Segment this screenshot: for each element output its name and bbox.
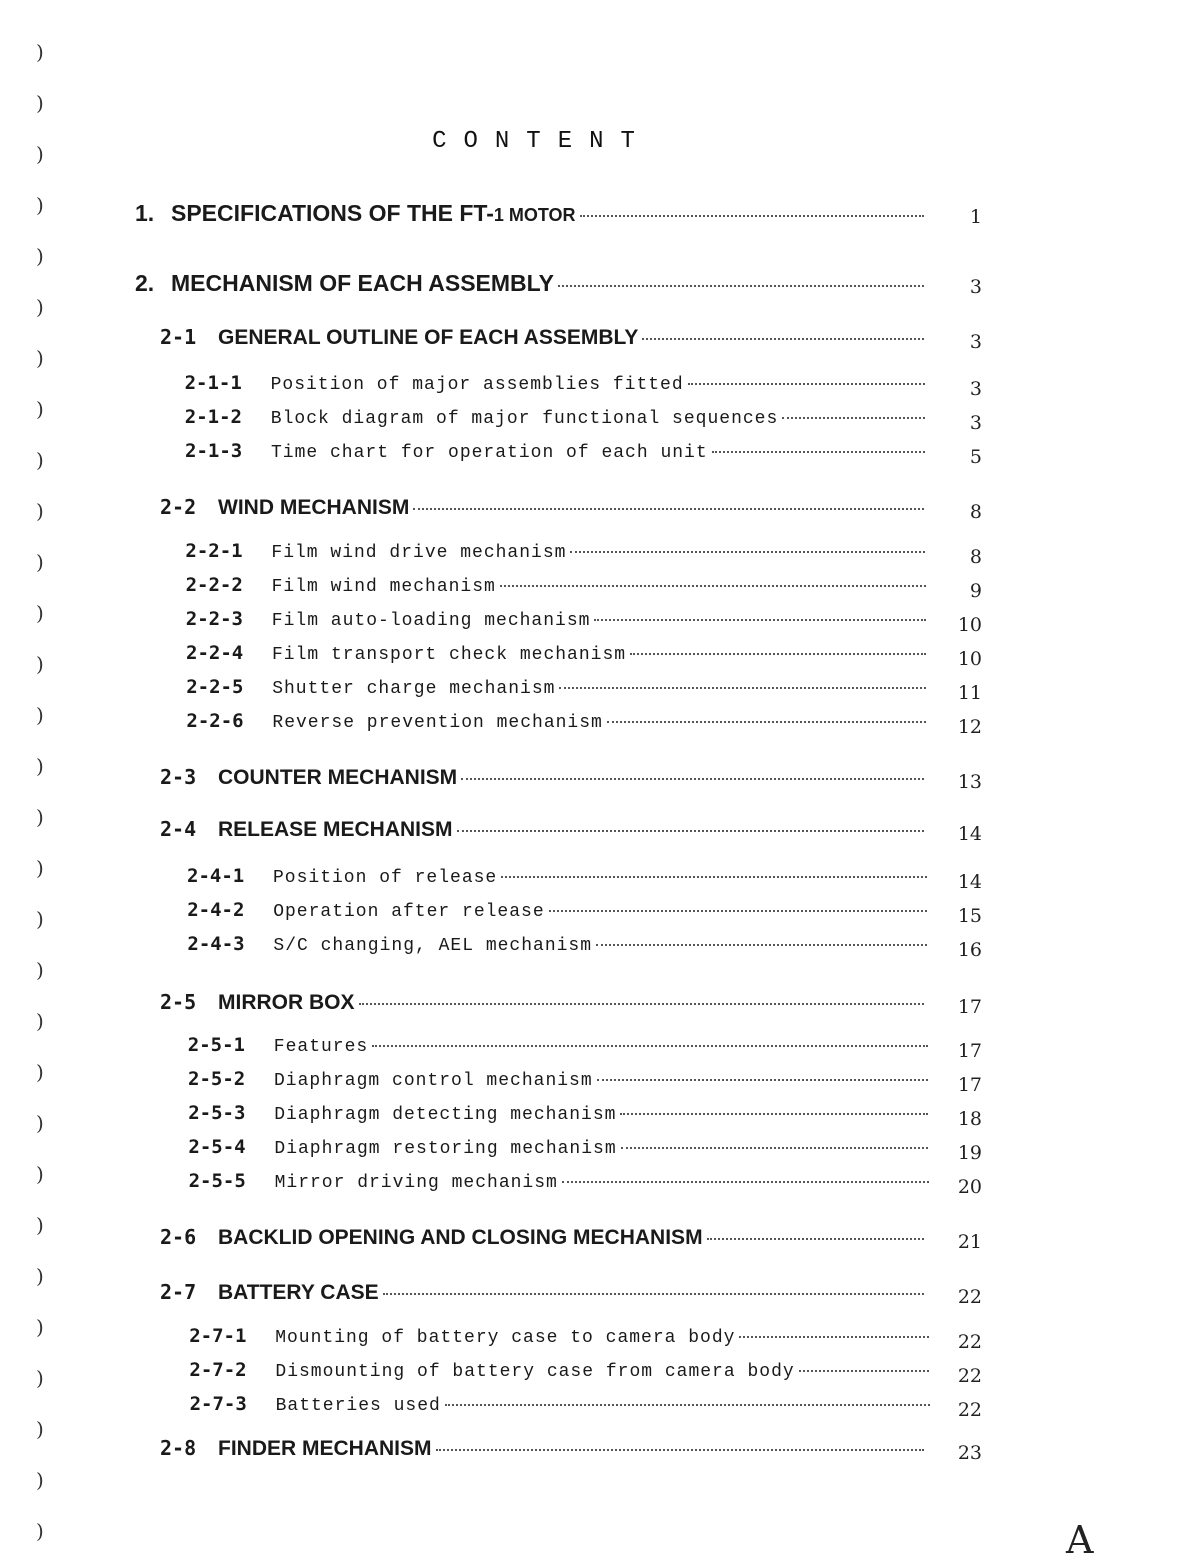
toc-entry-2-7-3: [190, 1393, 936, 1416]
toc-label: WIND MECHANISM: [218, 496, 410, 519]
toc-entry-2-5: [160, 990, 930, 1015]
dot-leader: [580, 215, 924, 217]
toc-label: MECHANISM OF EACH ASSEMBLY: [171, 270, 554, 296]
toc-entry-2-6: [160, 1225, 930, 1250]
binding-mark: ): [36, 703, 44, 727]
dot-leader: [570, 551, 925, 553]
toc-number: 2-4-3: [187, 933, 245, 955]
dot-leader: [688, 383, 925, 385]
toc-label: Time chart for operation of each unit: [271, 443, 708, 463]
toc-label: Diaphragm control mechanism: [274, 1071, 593, 1091]
dot-leader: [630, 653, 926, 655]
dot-leader: [372, 1045, 928, 1047]
toc-entry-2-2-1: [185, 540, 931, 563]
toc-entry-2-5-3: [188, 1102, 934, 1125]
toc-entry-2-1-2: [185, 406, 931, 429]
toc-entry-2-7: [160, 1280, 930, 1305]
toc-entry-2-8: [160, 1436, 930, 1461]
toc-label: Film transport check mechanism: [272, 645, 627, 665]
toc-number: 2-4-2: [187, 899, 245, 921]
toc-entry-2-7-2: [189, 1359, 935, 1382]
toc-page-number: 23: [957, 1442, 982, 1464]
toc-page-number: 11: [957, 682, 982, 704]
binding-mark: ): [36, 601, 44, 625]
toc-page-number: 8: [969, 501, 982, 523]
toc-number: 2-3: [160, 765, 197, 789]
binding-mark: ): [36, 91, 44, 115]
dot-leader: [558, 285, 924, 287]
toc-entry-2-1-3: [185, 440, 931, 463]
dot-leader: [712, 451, 925, 453]
dot-leader: [707, 1238, 924, 1240]
toc-label: Block diagram of major functional sequences: [270, 409, 779, 429]
toc-label: Reverse prevention mechanism: [272, 713, 603, 733]
binding-mark: ): [36, 448, 44, 472]
toc-label: GENERAL OUTLINE OF EACH ASSEMBLY: [218, 326, 639, 349]
toc-page-number: 3: [969, 331, 982, 353]
toc-number: 2-5-2: [188, 1068, 246, 1090]
page-title: CONTENT: [432, 128, 652, 155]
toc-label: Position of major assemblies fitted: [270, 375, 684, 395]
toc-page-number: 17: [957, 1040, 982, 1062]
toc-label: Dismounting of battery case from camera body: [275, 1362, 795, 1382]
binding-mark: ): [36, 1417, 44, 1441]
binding-mark: ): [36, 40, 44, 64]
toc-number: 2-4: [160, 817, 197, 841]
toc-page-number: 17: [957, 1074, 982, 1096]
binding-mark: ): [36, 1111, 44, 1135]
toc-label: Diaphragm restoring mechanism: [274, 1139, 617, 1159]
toc-entry-2-4-2: [187, 899, 933, 922]
binding-holes: [36, 40, 56, 1543]
binding-mark: ): [36, 856, 44, 880]
binding-mark: ): [36, 907, 44, 931]
toc-number: 2-2-5: [186, 676, 244, 698]
binding-mark: ): [36, 754, 44, 778]
binding-mark: ): [36, 1009, 44, 1033]
toc-entry-1: [135, 200, 930, 227]
toc-label: Mounting of battery case to camera body: [275, 1328, 736, 1348]
toc-number: 2-5: [160, 990, 197, 1014]
toc-entry-2-4-1: [187, 865, 933, 888]
binding-mark: ): [36, 652, 44, 676]
toc-page-number: 9: [969, 580, 982, 602]
binding-mark: ): [36, 1213, 44, 1237]
dot-leader: [596, 944, 927, 946]
toc-label: BATTERY CASE: [218, 1281, 379, 1304]
toc-page-number: 1: [969, 206, 982, 228]
toc-page-number: 10: [957, 614, 982, 636]
toc-page-number: 19: [957, 1142, 982, 1164]
dot-leader: [413, 508, 924, 510]
toc-number: 2-5-3: [188, 1102, 246, 1124]
toc-entry-2-5-4: [188, 1136, 934, 1159]
toc-page-number: 10: [957, 648, 982, 670]
toc-number: 2.: [135, 270, 155, 296]
binding-mark: ): [36, 499, 44, 523]
toc-number: 2-5-5: [188, 1170, 246, 1192]
toc-number: 2-5-1: [187, 1034, 245, 1056]
binding-mark: ): [36, 805, 44, 829]
toc-page-number: 20: [957, 1176, 982, 1198]
toc-label: RELEASE MECHANISM: [218, 818, 453, 841]
toc-entry-2-2-5: [186, 676, 932, 699]
dot-leader: [799, 1370, 930, 1372]
binding-mark: ): [36, 397, 44, 421]
toc-entry-2-2-4: [186, 642, 932, 665]
toc-label: Batteries used: [275, 1396, 441, 1416]
binding-mark: ): [36, 1264, 44, 1288]
toc-label: Position of release: [273, 868, 498, 888]
toc-label: Diaphragm detecting mechanism: [274, 1105, 617, 1125]
toc-number: 2-2-1: [185, 540, 243, 562]
toc-entry-2-4: [160, 817, 930, 842]
toc-number: 2-7-2: [189, 1359, 247, 1381]
dot-leader: [607, 721, 927, 723]
toc-number: 2-5-4: [188, 1136, 246, 1158]
dot-leader: [597, 1079, 928, 1081]
toc-entry-2-1-1: [185, 372, 931, 395]
binding-mark: ): [36, 1315, 44, 1339]
binding-mark: ): [36, 1162, 44, 1186]
dot-leader: [461, 778, 924, 780]
dot-leader: [359, 1003, 925, 1005]
dot-leader: [620, 1113, 928, 1115]
toc-page-number: 3: [969, 412, 982, 434]
toc-number: 2-7: [160, 1280, 197, 1304]
toc-label: Operation after release: [273, 902, 545, 922]
toc-number: 2-7-1: [189, 1325, 247, 1347]
binding-mark: ): [36, 550, 44, 574]
dot-leader: [500, 585, 926, 587]
toc-page-number: 3: [969, 378, 982, 400]
binding-mark: ): [36, 1519, 44, 1543]
toc-label: Mirror driving mechanism: [274, 1173, 558, 1193]
binding-mark: ): [36, 1366, 44, 1390]
toc-number: 2-2-4: [186, 642, 244, 664]
toc-entry-2-2-6: [186, 710, 932, 733]
toc-number: 2-1: [160, 325, 197, 349]
dot-leader: [782, 417, 925, 419]
toc-page-number: 16: [957, 939, 982, 961]
dot-leader: [594, 619, 925, 621]
toc-number: 1.: [135, 200, 155, 226]
dot-leader: [739, 1336, 929, 1338]
toc-number: 2-2-6: [186, 710, 244, 732]
toc-entry-2-2-3: [186, 608, 932, 631]
toc-entry-2-1: [160, 325, 930, 350]
toc-number: 2-1-1: [184, 372, 242, 394]
toc-page-number: 15: [957, 905, 982, 927]
toc-page-number: 22: [957, 1331, 982, 1353]
toc-label: COUNTER MECHANISM: [218, 766, 458, 789]
toc-number: 2-2-2: [185, 574, 243, 596]
toc-entry-2-4-3: [187, 933, 933, 956]
toc-entry-2-2-2: [186, 574, 932, 597]
toc-entry-2: [135, 270, 930, 297]
toc-number: 2-8: [160, 1436, 197, 1460]
toc-number: 2-6: [160, 1225, 197, 1249]
toc-page-number: 5: [969, 446, 982, 468]
corner-mark: A: [1066, 1518, 1094, 1562]
binding-mark: ): [36, 244, 44, 268]
toc-page-number: 22: [957, 1399, 982, 1421]
toc-label: BACKLID OPENING AND CLOSING MECHANISM: [218, 1226, 703, 1249]
toc-label: MIRROR BOX: [218, 991, 355, 1014]
dot-leader: [383, 1293, 924, 1295]
dot-leader: [501, 876, 927, 878]
dot-leader: [621, 1147, 929, 1149]
dot-leader: [457, 830, 924, 832]
toc-label: SPECIFICATIONS OF THE FT-: [171, 200, 494, 226]
toc-number: 2-4-1: [187, 865, 245, 887]
toc-page-number: 22: [957, 1365, 982, 1387]
toc-entry-2-3: [160, 765, 930, 790]
toc-label: Shutter charge mechanism: [272, 679, 556, 699]
dot-leader: [445, 1404, 930, 1406]
toc-number: 2-1-3: [185, 440, 243, 462]
binding-mark: ): [36, 1468, 44, 1492]
toc-page-number: 12: [957, 716, 982, 738]
toc-page-number: 8: [969, 546, 982, 568]
toc-label: Film wind mechanism: [271, 577, 496, 597]
toc-number: 2-2-3: [185, 608, 243, 630]
toc-page-number: 17: [957, 996, 982, 1018]
toc-entry-2-5-2: [188, 1068, 934, 1091]
binding-mark: ): [36, 295, 44, 319]
dot-leader: [562, 1181, 929, 1183]
toc-page-number: 22: [957, 1286, 982, 1308]
toc-entry-2-7-1: [189, 1325, 935, 1348]
toc-label-suffix: 1 MOTOR: [493, 205, 576, 225]
binding-mark: ): [36, 346, 44, 370]
toc-page-number: 14: [957, 871, 982, 893]
dot-leader: [549, 910, 928, 912]
toc-number: 2-7-3: [189, 1393, 247, 1415]
toc-number: 2-1-2: [184, 406, 242, 428]
dot-leader: [436, 1449, 925, 1451]
dot-leader: [642, 338, 924, 340]
binding-mark: ): [36, 958, 44, 982]
binding-mark: ): [36, 193, 44, 217]
toc-label: Features: [273, 1037, 369, 1057]
toc-label: Film wind drive mechanism: [271, 543, 567, 563]
toc-entry-2-5-1: [188, 1034, 934, 1057]
toc-label: Film auto-loading mechanism: [271, 611, 591, 631]
binding-mark: ): [36, 142, 44, 166]
toc-page-number: 18: [957, 1108, 982, 1130]
toc-page-number: 13: [957, 771, 982, 793]
toc-label: FINDER MECHANISM: [218, 1437, 432, 1460]
toc-number: 2-2: [160, 495, 197, 519]
toc-label: S/C changing, AEL mechanism: [273, 936, 593, 956]
toc-page-number: 3: [969, 276, 982, 298]
toc-page-number: 21: [957, 1231, 982, 1253]
toc-page-number: 14: [957, 823, 982, 845]
toc-entry-2-2: [160, 495, 930, 520]
toc-entry-2-5-5: [189, 1170, 935, 1193]
binding-mark: ): [36, 1060, 44, 1084]
dot-leader: [559, 687, 926, 689]
